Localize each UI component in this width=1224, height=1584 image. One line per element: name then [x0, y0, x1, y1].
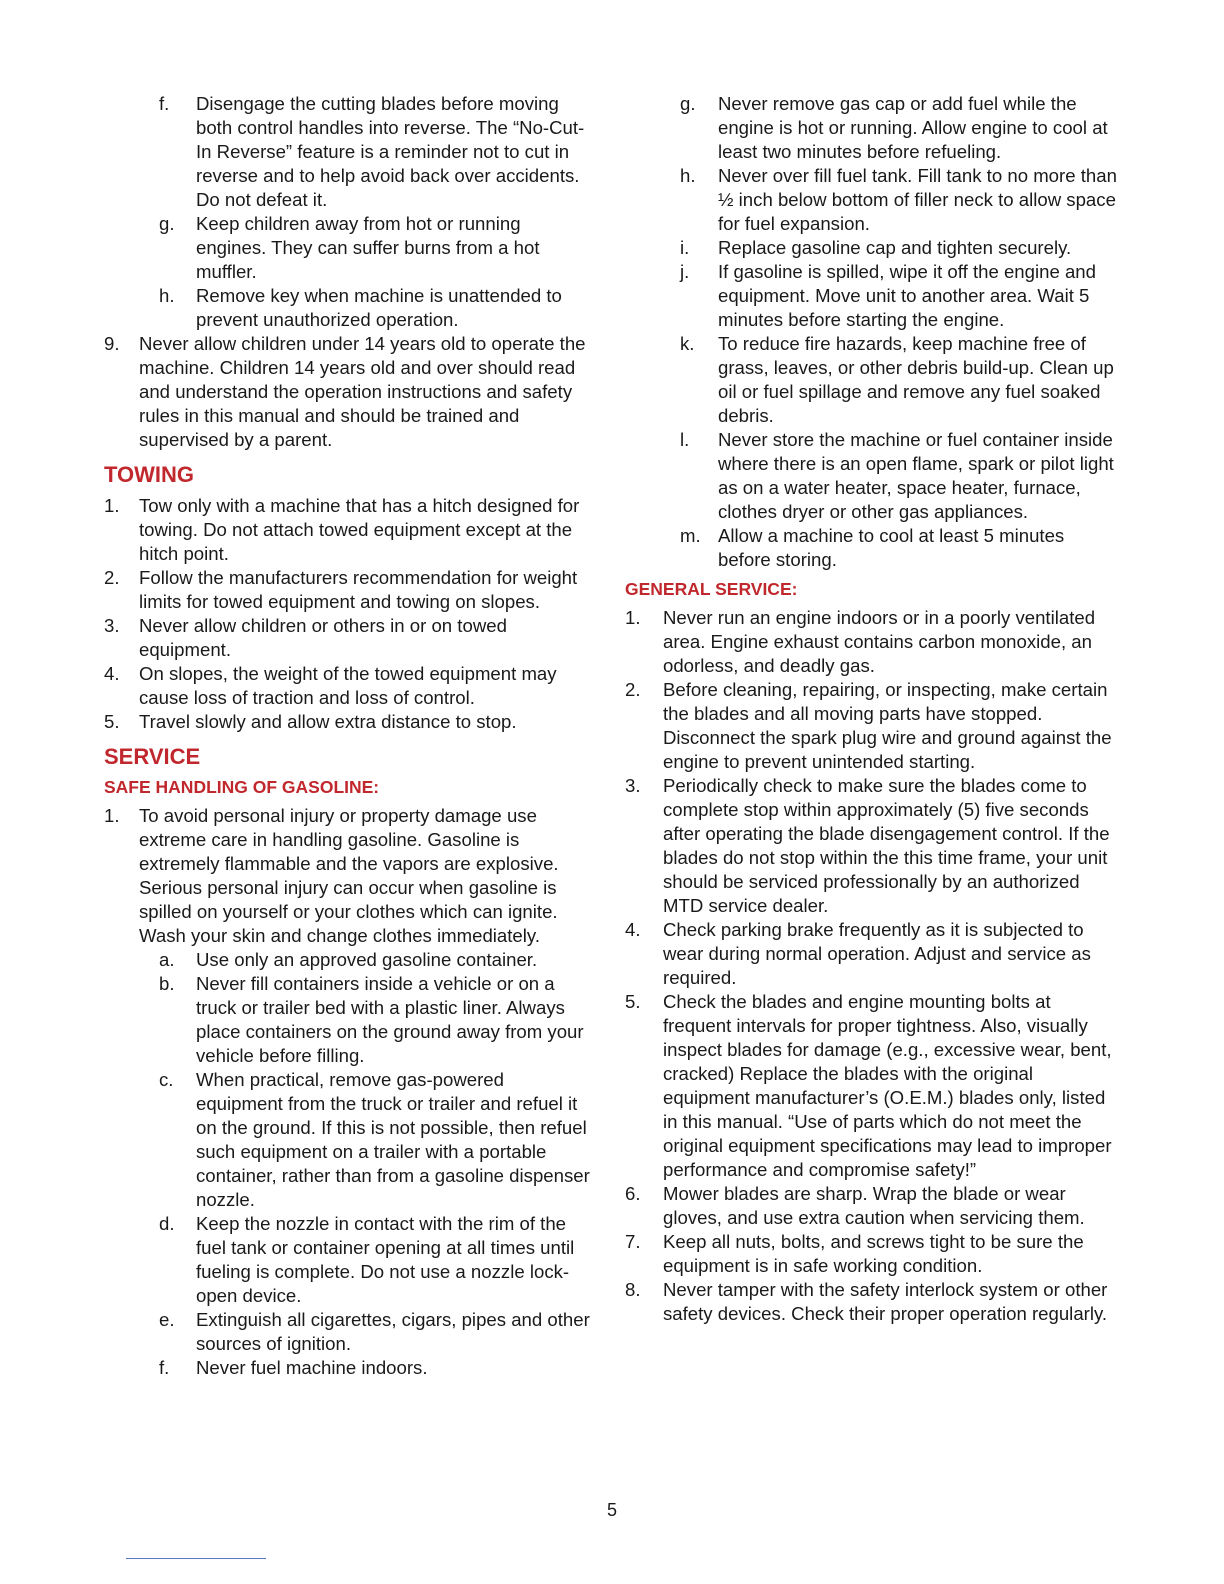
left-top-items — [104, 92, 594, 332]
list-item: h. Never over fill fuel tank. Fill tank to no more than ½ inch below bottom of filler neck to allow space for fuel expansion. — [680, 165, 1117, 234]
list-item: 1. Tow only with a machine that has a hitch designed for towing. Do not attach towed equipment except at the hitch point. — [104, 495, 580, 564]
list-item: j. If gasoline is spilled, wipe it off the engine and equipment. Move unit to another area. Wait 5 minutes before starting the engine. — [680, 261, 1096, 330]
list-item: 2. Before cleaning, repairing, or inspecting, make certain the blades and all moving parts have stopped. Disconnect the spark plug wire and ground against the engine to prevent unintended starting. — [625, 679, 1112, 772]
left-column — [104, 92, 594, 1380]
list-item: 4. On slopes, the weight of the towed equipment may cause loss of traction and loss of control. — [104, 663, 557, 708]
list-item: 9. Never allow children under 14 years old to operate the machine. Children 14 years old and over should read and understand the operation instructions and safety rules in this manual and should be trained and supervised by a parent. — [104, 333, 586, 450]
list-item: i. Replace gasoline cap and tighten securely. — [680, 237, 1072, 258]
page-number: 5 — [606, 1500, 617, 1520]
list-item: e. Extinguish all cigarettes, cigars, pipes and other sources of ignition. — [159, 1309, 590, 1354]
list-item: 4. Check parking brake frequently as it is subjected to wear during normal operation. Adjust and service as required. — [625, 919, 1091, 988]
gasoline-heading: SAFE HANDLING OF GASOLINE: — [104, 777, 380, 797]
list-item: 1. Never run an engine indoors or in a poorly ventilated area. Engine exhaust contains carbon monoxide, an odorless, and deadly gas. — [625, 607, 1096, 676]
list-item: g. Never remove gas cap or add fuel while the engine is hot or running. Allow engine to cool at least two minutes before refueling. — [680, 93, 1108, 162]
gasoline-subitems-right — [625, 92, 1120, 572]
footer-rule — [126, 1558, 266, 1559]
list-item: 2. Follow the manufacturers recommendation for weight limits for towed equipment and towing on slopes. — [104, 567, 578, 612]
list-item: a. Use only an approved gasoline container. — [159, 949, 538, 970]
list-item: b. Never fill containers inside a vehicle or on a truck or trailer bed with a plastic liner. Always place containers on the ground away from your vehicle before filling. — [159, 973, 584, 1066]
list-item: d. Keep the nozzle in contact with the rim of the fuel tank or container opening at all times until fueling is complete. Do not use a nozzle lock-open device. — [159, 1213, 575, 1306]
towing-heading: TOWING — [104, 462, 195, 487]
list-item: f. Never fuel machine indoors. — [159, 1357, 428, 1378]
list-item: l. Never store the machine or fuel container inside where there is an open flame, spark or pilot light as on a water heater, space heater, furnace, clothes dryer or other gas appliances. — [680, 429, 1114, 522]
general-service-list — [625, 606, 1120, 1326]
service-heading: SERVICE — [104, 744, 201, 769]
list-item: 5. Check the blades and engine mounting bolts at frequent intervals for proper tightness. Also, visually inspect blades for damage (e.g., excessive wear, bent, cracked) Replace the blades with the original equipment manufacturer’s (O.E.M.) blades only, listed in this manual. “Use of parts which do not meet the original equipment specifications may lead to improper performance and compromise safety!” — [625, 991, 1112, 1180]
gasoline-subitems-left — [104, 948, 594, 1380]
right-column — [625, 92, 1120, 1326]
list-item: 6. Mower blades are sharp. Wrap the blade or wear gloves, and use extra caution when servicing them. — [625, 1183, 1085, 1228]
towing-list — [104, 494, 594, 734]
list-item: m. Allow a machine to cool at least 5 minutes before storing. — [680, 525, 1065, 570]
list-item: 3. Periodically check to make sure the blades come to complete stop within approximately (5) five seconds after operating the blade disengagement control. If the blades do not stop within the this time frame, your unit should be serviced professionally by an authorized MTD service dealer. — [625, 775, 1110, 916]
list-item: 8. Never tamper with the safety interlock system or other safety devices. Check their proper operation regularly. — [625, 1279, 1108, 1324]
list-item: 7. Keep all nuts, bolts, and screws tight to be sure the equipment is in safe working condition. — [625, 1231, 1084, 1276]
list-item: h. Remove key when machine is unattended to prevent unauthorized operation. — [159, 285, 562, 330]
general-service-heading: GENERAL SERVICE: — [625, 579, 798, 599]
list-item: g. Keep children away from hot or running engines. They can suffer burns from a hot muffler. — [159, 213, 540, 282]
list-item: 5. Travel slowly and allow extra distance to stop. — [104, 711, 517, 732]
list-item: c. When practical, remove gas-powered equipment from the truck or trailer and refuel it on the ground. If this is not possible, then refuel such equipment on a trailer with a portable container, rather than from a gasoline dispenser nozzle. — [159, 1069, 590, 1210]
list-item: f. Disengage the cutting blades before moving both control handles into reverse. The “No-Cut-In Reverse” feature is a reminder not to cut in reverse and to help avoid back over accidents. Do not defeat it. — [159, 93, 585, 210]
list-item: 3. Never allow children or others in or on towed equipment. — [104, 615, 507, 660]
list-item: 1. To avoid personal injury or property damage use extreme care in handling gasoline. Gasoline is extremely flammable and the vapors are explosive. Serious personal injury can occur when gasoline is spilled on yourself or your clothes which can ignite. Wash your skin and change clothes immediately. — [104, 805, 559, 946]
list-item: k. To reduce fire hazards, keep machine free of grass, leaves, or other debris build-up. Clean up oil or fuel spillage and remove any fuel soaked debris. — [680, 333, 1114, 426]
